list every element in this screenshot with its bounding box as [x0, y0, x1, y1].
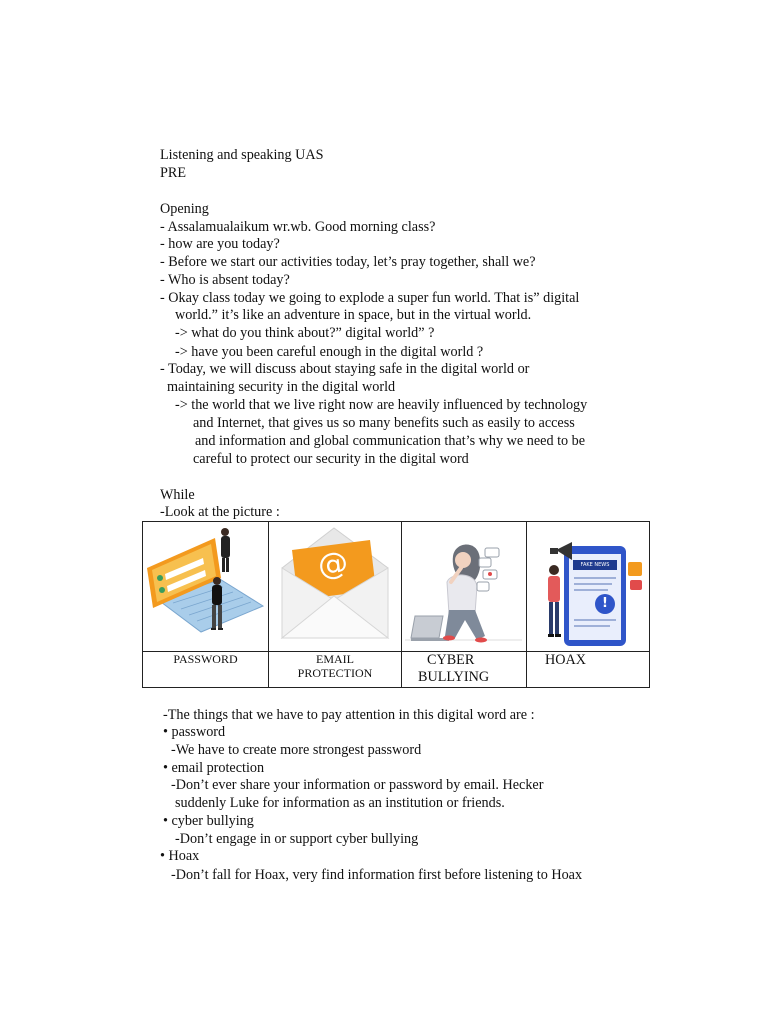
while-heading: While	[160, 487, 195, 503]
opening-item: and information and global communication that’s why we need to be	[195, 433, 586, 449]
opening-item: - how are you today?	[160, 236, 280, 252]
attention-item: -Don’t ever share your information or password by email. Hecker	[171, 777, 544, 793]
attention-item: -We have to create more strongest password	[171, 742, 422, 758]
cell-label-email-line1: EMAIL	[316, 652, 354, 666]
opening-item: -> what do you think about?” digital world” ?	[175, 325, 435, 341]
opening-item: -> have you been careful enough in the digital world ?	[175, 344, 484, 360]
picture-table	[142, 521, 650, 688]
email-envelope-at-illustration	[270, 524, 399, 649]
opening-item: - Assalamualaikum wr.wb. Good morning class?	[160, 219, 436, 235]
cell-label-cyber-line1: CYBER	[427, 652, 475, 668]
attention-item: • Hoax	[160, 848, 200, 864]
password-laptop-illustration	[145, 524, 266, 649]
opening-item: - Today, we will discuss about staying safe in the digital world or	[160, 361, 530, 377]
cell-label-email-line2: PROTECTION	[297, 666, 373, 680]
table-divider	[526, 522, 527, 687]
attention-intro: -The things that we have to pay attention in this digital word are :	[163, 707, 535, 723]
opening-item: - Okay class today we going to explode a super fun world. That is” digital	[160, 290, 580, 306]
opening-item: - Before we start our activities today, let’s pray together, shall we?	[160, 254, 536, 270]
opening-item: maintaining security in the digital world	[167, 379, 396, 395]
opening-item: - Who is absent today?	[160, 272, 290, 288]
opening-item: -> the world that we live right now are heavily influenced by technology	[175, 397, 588, 413]
alert-icon: !	[602, 596, 608, 611]
opening-item: careful to protect our security in the digital word	[193, 451, 469, 467]
opening-item: and Internet, that gives us so many benefits such as easily to access	[193, 415, 575, 431]
attention-item: -Don’t fall for Hoax, very find information first before listening to Hoax	[171, 867, 583, 883]
attention-item: suddenly Luke for information as an institution or friends.	[175, 795, 505, 811]
attention-item: • email protection	[163, 760, 265, 776]
cell-label-cyber-line2: BULLYING	[418, 669, 490, 685]
fake-news-label: FAKE NEWS	[580, 562, 610, 568]
attention-item: • cyber bullying	[163, 813, 254, 829]
fake-news-phone-illustration	[528, 524, 649, 649]
sad-girl-phone-illustration	[403, 524, 524, 649]
opening-item: world.” it’s like an adventure in space, but in the virtual world.	[175, 307, 532, 323]
table-divider	[401, 522, 402, 687]
attention-item: -Don’t engage in or support cyber bullying	[175, 831, 419, 847]
at-sign-icon: @	[315, 545, 350, 584]
cell-label-hoax: HOAX	[545, 652, 586, 668]
opening-heading: Opening	[160, 201, 209, 217]
document-title: Listening and speaking UAS	[160, 147, 324, 163]
look-at-picture: -Look at the picture :	[160, 504, 280, 520]
cell-label-password: PASSWORD	[173, 652, 238, 666]
attention-item: • password	[163, 724, 226, 740]
document-subtitle: PRE	[160, 165, 187, 181]
